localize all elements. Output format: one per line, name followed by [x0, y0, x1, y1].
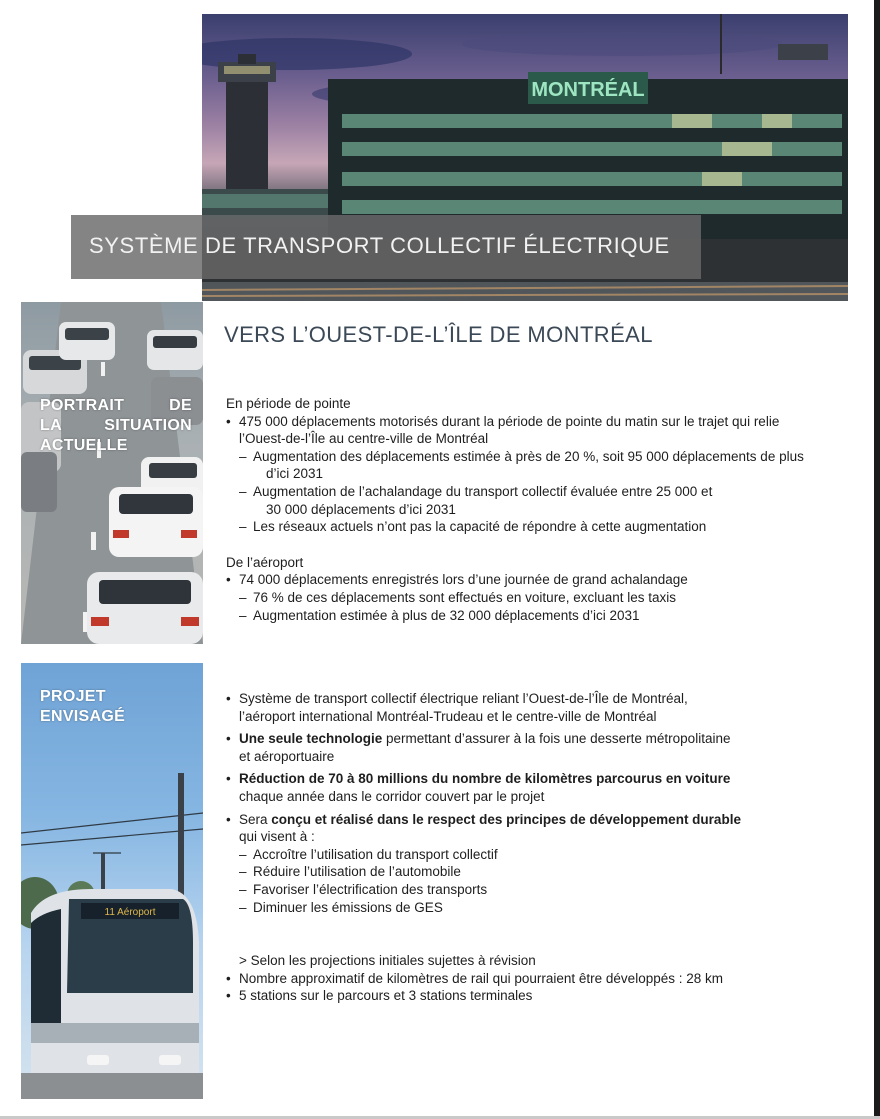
- projet-bullet: • Système de transport collectif électrique reliant l’Ouest-de-l’Île de Montréal,: [226, 691, 688, 706]
- projet-sub-item: – Favoriser l’électrification des transports: [239, 881, 488, 897]
- projet-bullet-cont: et aéroportuaire: [239, 748, 335, 764]
- traffic-photo-panel: [21, 302, 203, 644]
- pointe-label: En période de pointe: [226, 396, 351, 411]
- portrait-title-line: ACTUELLE: [40, 437, 128, 454]
- traffic-illustration: [21, 302, 203, 644]
- pointe-bullet-cont: l’Ouest-de-l’Île au centre-ville de Montréal: [239, 431, 489, 447]
- pointe-sub-item: – Augmentation des déplacements estimée à près de 20 %, soit 95 000 déplacements de plus d’ici 2031: [239, 448, 804, 482]
- tram-destination-sign: 11 Aéroport: [104, 907, 156, 918]
- section-heading: VERS L’OUEST-DE-L’ÎLE DE MONTRÉAL: [224, 322, 653, 347]
- pointe-sub-item: – Augmentation de l’achalandage du transport collectif évaluée entre 25 000 et 30 000 déplacements d’ici 2031: [239, 483, 713, 517]
- aeroport-sub-item: – 76 % de ces déplacements sont effectués en voiture, excluant les taxis: [239, 589, 676, 605]
- projet-sub-item: – Réduire l’utilisation de l’automobile: [239, 864, 461, 880]
- projet-bullet: • Une seule technologie permettant d’assurer à la fois une desserte métropolitaine: [226, 731, 731, 747]
- projet-bullet: • Sera conçu et réalisé dans le respect des principes de développement durable: [226, 811, 741, 827]
- portrait-text-block: [226, 395, 826, 624]
- title-banner: [71, 215, 701, 279]
- banner-title: SYSTÈME DE TRANSPORT COLLECTIF ÉLECTRIQUE: [89, 233, 670, 258]
- page-edge: [874, 0, 880, 1119]
- pointe-bullet: • 475 000 déplacements motorisés durant la période de pointe du matin sur le trajet qui relie: [226, 413, 780, 429]
- tram-illustration: [21, 663, 203, 1099]
- projet-sub-item: – Diminuer les émissions de GES: [239, 899, 443, 915]
- aeroport-bullet: • 74 000 déplacements enregistrés lors d’une journée de grand achalandage: [226, 572, 688, 588]
- pointe-sub-item: – Les réseaux actuels n’ont pas la capacité de répondre à cette augmentation: [239, 519, 707, 535]
- aeroport-label: De l’aéroport: [226, 554, 304, 570]
- projections-label: > Selon les projections initiales sujettes à révision: [239, 953, 536, 969]
- projet-title-line: ENVISAGÉ: [40, 708, 126, 725]
- projet-text-block: [226, 690, 826, 1005]
- projet-bullet: • Réduction de 70 à 80 millions du nombre de kilomètres parcourus en voiture: [226, 771, 731, 787]
- projet-bullet-cont: chaque année dans le corridor couvert par le projet: [239, 788, 545, 804]
- projet-bullet-cont: l’aéroport international Montréal-Trudeau et le centre-ville de Montréal: [239, 708, 657, 724]
- projet-sub-item: – Accroître l’utilisation du transport collectif: [239, 846, 498, 862]
- aeroport-sub-item: – Augmentation estimée à plus de 32 000 déplacements d’ici 2031: [239, 607, 640, 623]
- projections-bullet: • 5 stations sur le parcours et 3 stations terminales: [226, 988, 533, 1004]
- portrait-title-line: PORTRAIT DE: [40, 397, 192, 414]
- tram-photo-panel: [21, 663, 203, 1099]
- projet-title-line: PROJET: [40, 688, 106, 705]
- portrait-panel-title: [40, 396, 192, 456]
- terminal-sign: MONTRÉAL: [531, 79, 645, 101]
- projet-bullet-cont: qui visent à :: [239, 829, 315, 845]
- projet-panel-title: [40, 687, 192, 727]
- portrait-title-line: LA SITUATION: [40, 417, 192, 434]
- projections-bullet: • Nombre approximatif de kilomètres de rail qui pourraient être développés : 28 km: [226, 970, 723, 986]
